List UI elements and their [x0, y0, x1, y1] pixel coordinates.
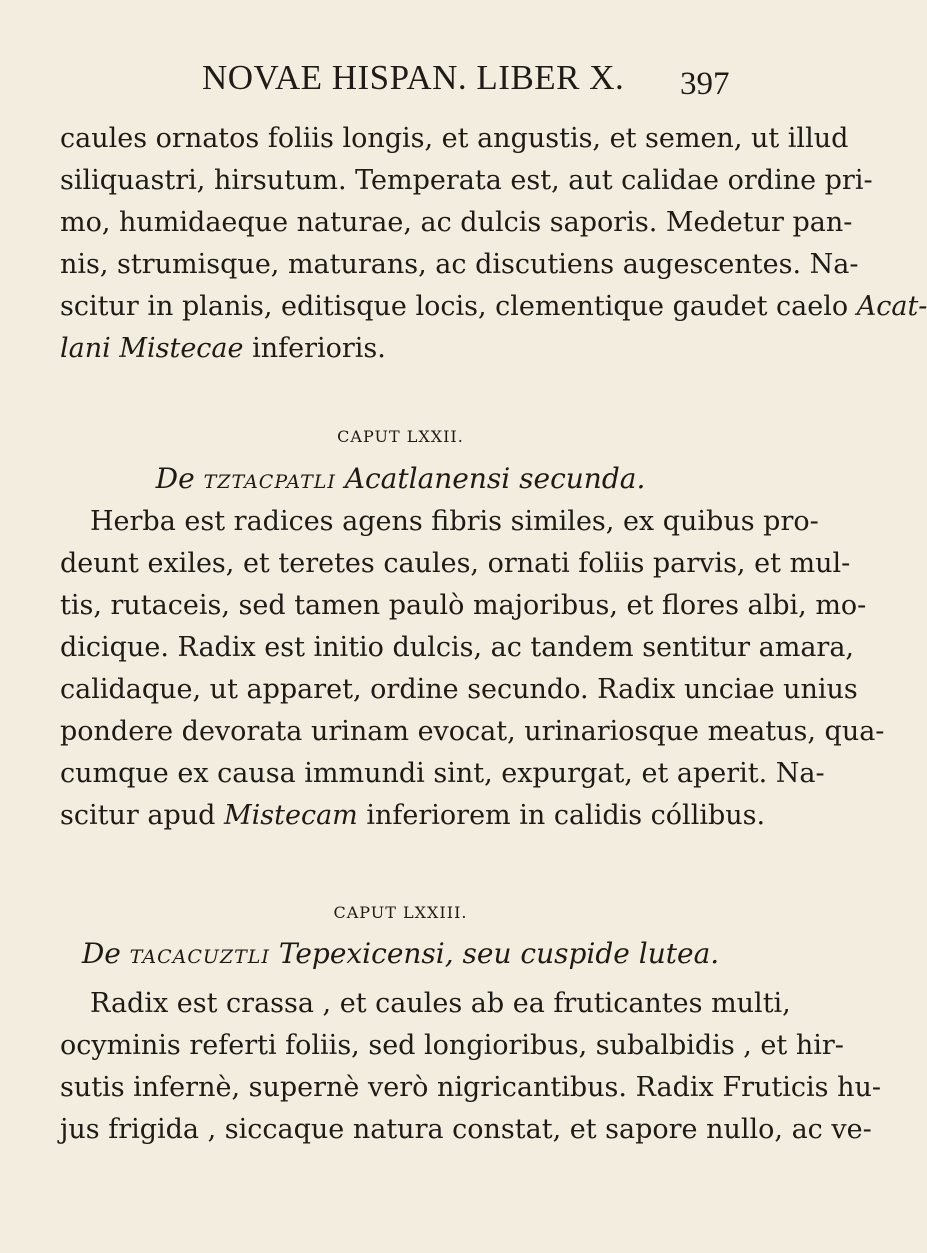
page-number: 397 — [680, 66, 730, 102]
italic-place-name: Acat- — [856, 291, 927, 322]
text-line: dicique. Radix est initio dulcis, ac tandem sentitur amara, — [60, 632, 855, 663]
chapter-title-name: TACACUZTLI — [129, 946, 270, 968]
text-line: deunt exiles, et teretes caules, ornati foliis parvis, et mul- — [60, 548, 851, 579]
chapter-title-rest: Acatlanensi secunda. — [344, 462, 646, 495]
text-line: mo, humidaeque naturae, ac dulcis saporis. Medetur pan- — [60, 207, 853, 238]
running-head — [0, 58, 801, 102]
text-line-content: scitur in planis, editisque locis, clementique gaudet caelo — [60, 291, 849, 322]
chapter-title-rest: Tepexicensi, seu cuspide lutea. — [278, 937, 720, 970]
italic-place-name: Mistecam — [223, 800, 358, 831]
text-line — [60, 328, 760, 370]
chapter-heading: CAPUT LXXII. — [337, 427, 464, 446]
text-line — [60, 795, 766, 837]
text-line: calidaque, ut apparet, ordine secundo. Radix unciae unius — [60, 674, 858, 705]
text-line-content: inferiorem in calidis cóllibus. — [357, 800, 766, 831]
chapter-title-name: TZTACPATLI — [203, 471, 336, 493]
text-line: siliquastri, hirsutum. Temperata est, aut calidae ordine pri- — [60, 165, 873, 196]
text-line: Herba est radices agens fibris similes, ex quibus pro- — [90, 506, 819, 537]
text-line: tis, rutaceis, sed tamen paulò majoribus, et flores albi, mo- — [60, 590, 867, 621]
chapter-73-paragraph — [60, 983, 881, 1151]
text-line: Radix est crassa , et caules ab ea fruticantes multi, — [90, 988, 791, 1019]
text-line: nis, strumisque, maturans, ac discutiens augescentes. Na- — [60, 249, 859, 280]
text-line: jus frigida , siccaque natura constat, et sapore nullo, ac ve- — [60, 1114, 872, 1145]
text-line — [60, 286, 927, 328]
text-line: cumque ex causa immundi sint, expurgat, et aperit. Na- — [60, 758, 825, 789]
chapter-title-de: De — [155, 462, 195, 495]
chapter-title — [0, 937, 801, 970]
chapter-title — [0, 462, 801, 495]
text-line: sutis infernè, supernè verò nigricantibus. Radix Fruticis hu- — [60, 1072, 881, 1103]
chapter-72-paragraph — [60, 501, 885, 837]
running-title: NOVAE HISPAN. LIBER X. — [202, 58, 625, 97]
italic-place-name: lani Mistecae — [60, 333, 244, 364]
text-line: pondere devorata urinam evocat, urinariosque meatus, qua- — [60, 716, 885, 747]
chapter-title-de: De — [81, 937, 121, 970]
text-line: ocyminis referti foliis, sed longioribus, subalbidis , et hir- — [60, 1030, 844, 1061]
text-line: caules ornatos foliis longis, et angustis, et semen, ut illud — [60, 123, 849, 154]
continuation-paragraph — [60, 118, 927, 370]
text-line-content: inferioris. — [243, 333, 386, 364]
chapter-heading: CAPUT LXXIII. — [333, 903, 468, 922]
text-line-content: scitur apud — [60, 800, 224, 831]
